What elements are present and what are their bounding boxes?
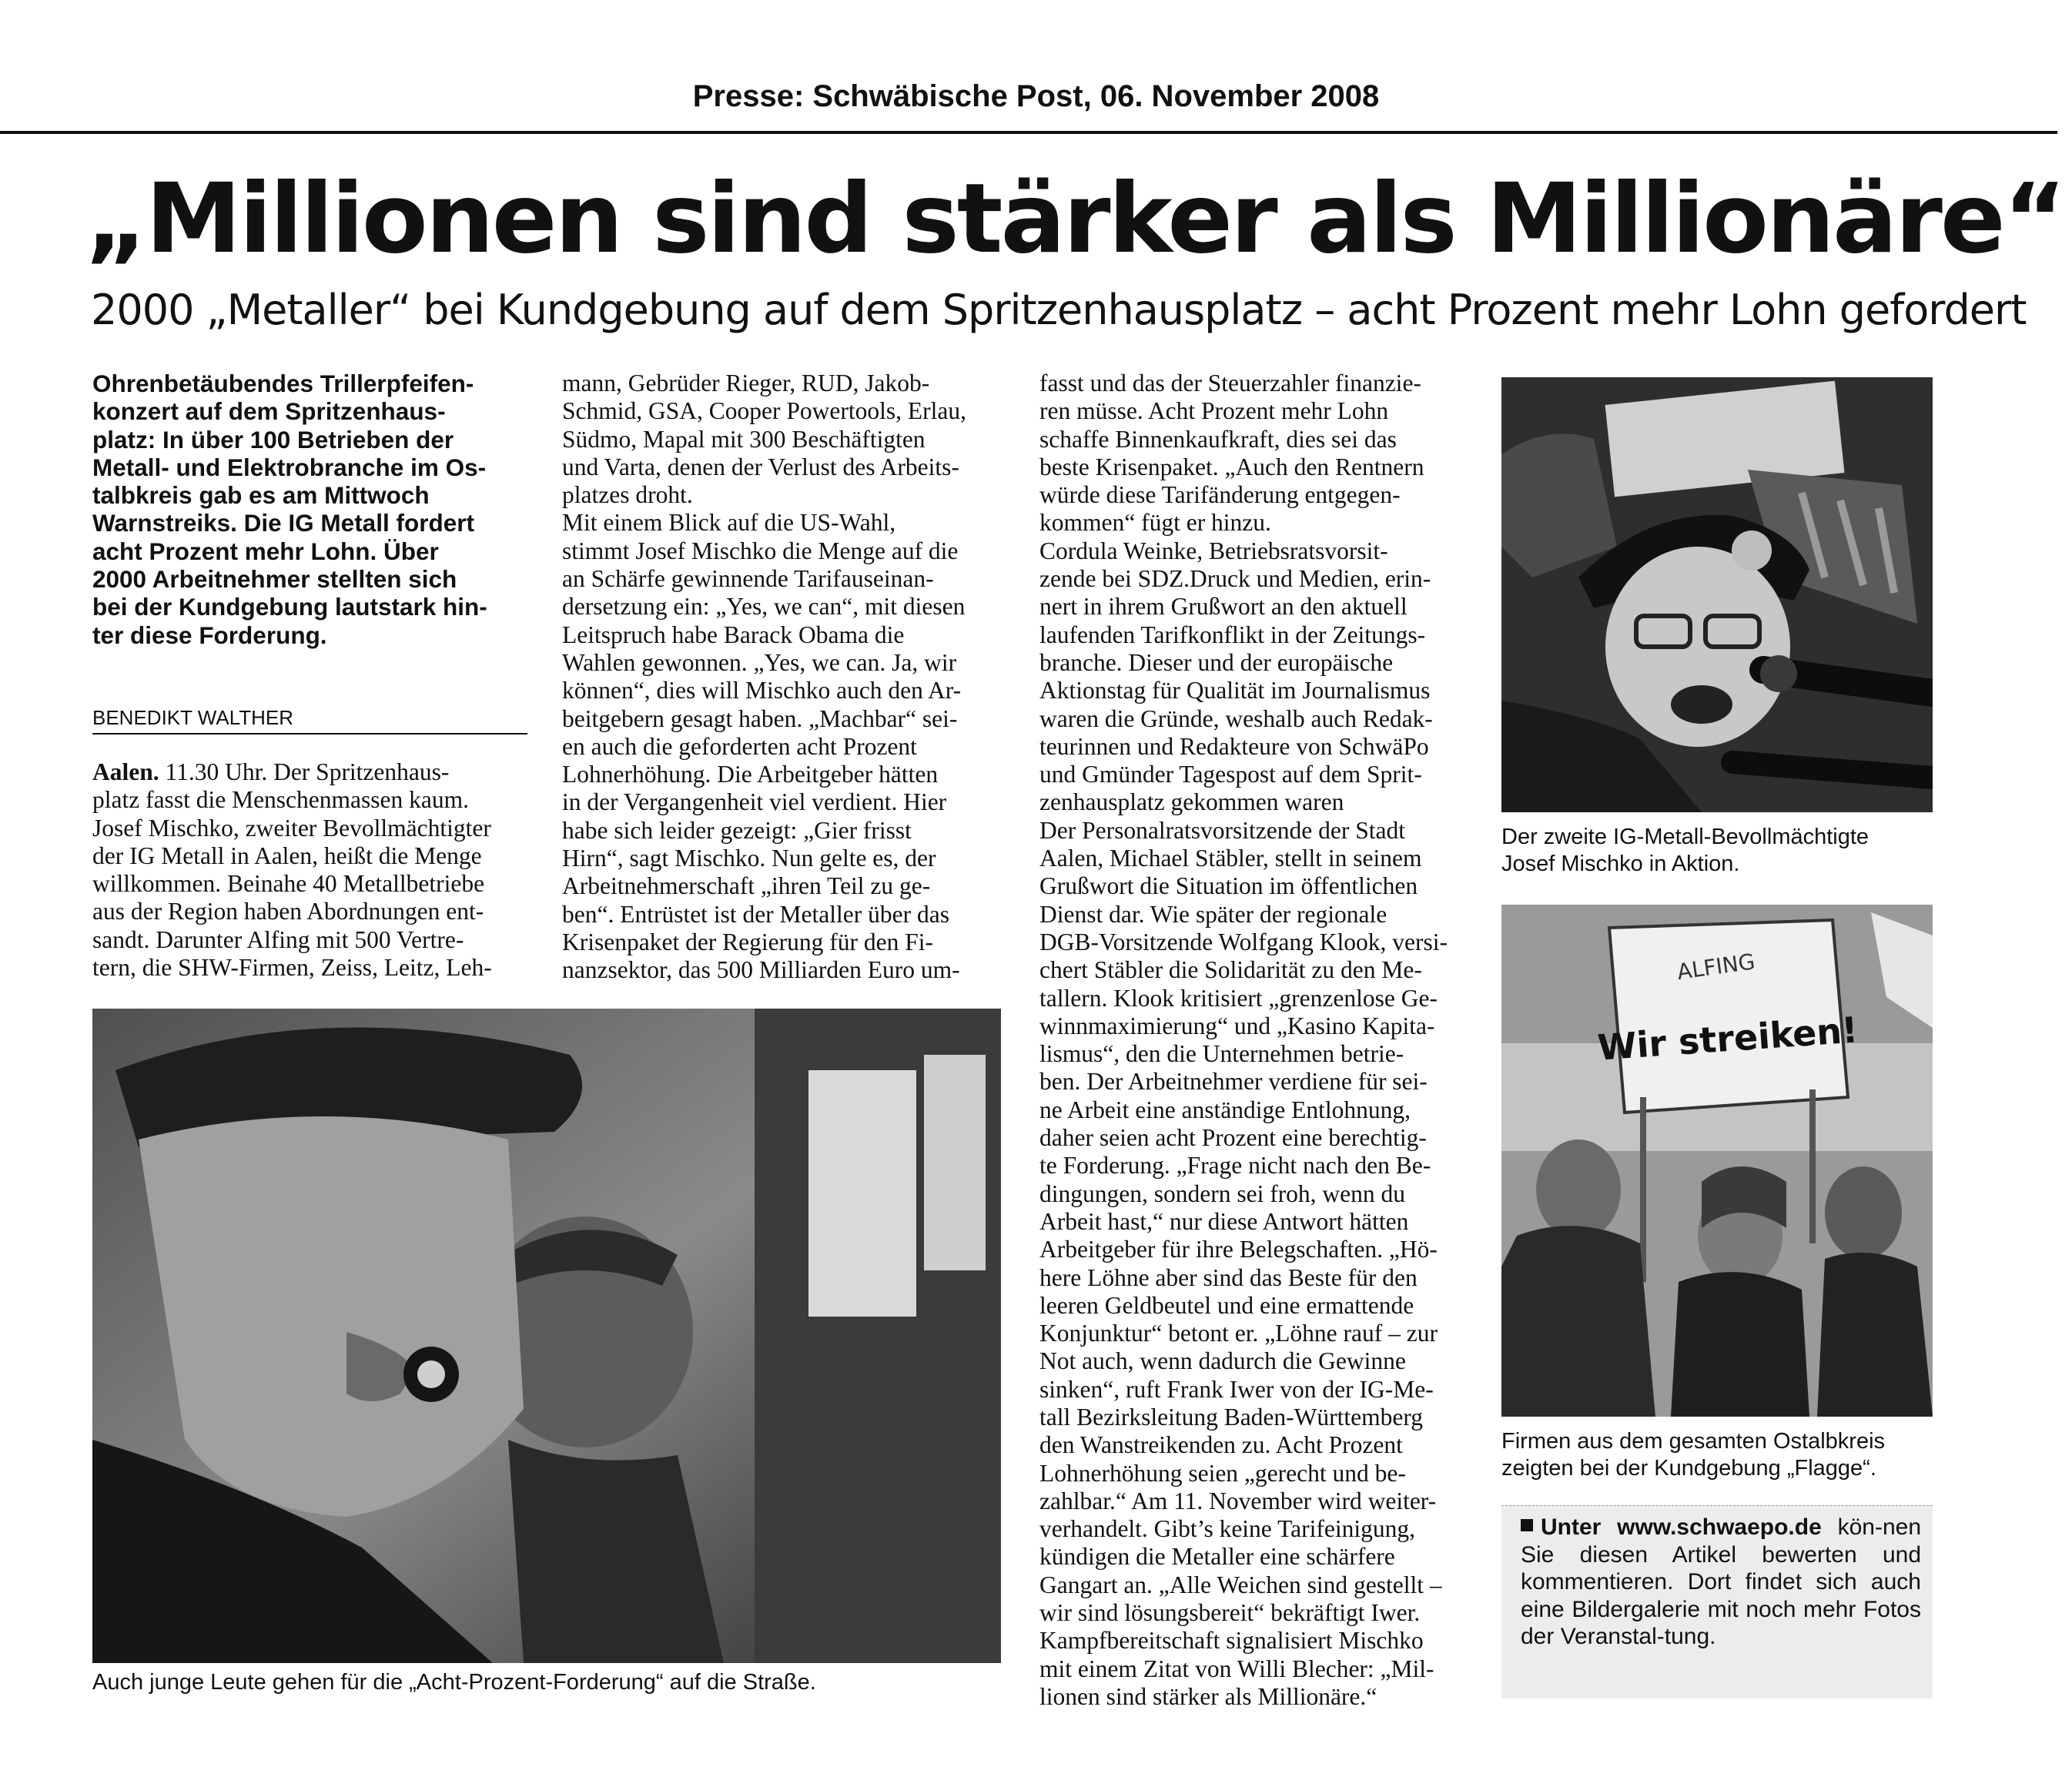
column-2-body: mann, Gebrüder Rieger, RUD, Jakob- Schmid, GSA, Cooper Powertools, Erlau, Südmo, Mapal mit 300 Beschäftigten und Varta, denen der Verlust des Arbeits- platzes droht. Mit einem Blick auf die US-Wahl, stimmt Josef Mischko die Menge auf die an Schärfe gewinnende Tarifauseinan- dersetzung ein: „Yes, we can“, mit diesen Leitspruch habe Barack Obama die Wahlen gewonnen. „Yes, we can. Ja, wir können“, dies will Mischko auch den Ar- beitgebern gesagt haben. „Machbar“ sei- en auch die geforderten acht Prozent Lohnerhöhung. Die Arbeitgeber hätten in der Vergangenheit viel verdient. Hier habe sich leider gezeigt: „Gier frisst Hirn“, sagt Mischko. Nun gelte es, der Arbeitnehmerschaft „ihren Teil zu ge- ben“. Entrüstet ist der Metaller über das Krisenpaket der Regierung für den Fi- nanzsektor, das 500 Milliarden Euro um- [562,370,966,984]
crowd-photo-illustration [1501,905,1933,1417]
crowd-photo [1501,905,1933,1417]
source-line: Presse: Schwäbische Post, 06. November 2008 [692,79,1380,113]
info-url: Unter www.schwaepo.de [1541,1514,1822,1540]
main-photo-illustration [92,1009,1001,1663]
column-3-body: fasst und das der Steuerzahler finanzie- ren müsse. Acht Prozent mehr Lohn schaffe Binnenkaufkraft, dies sei das beste Krisenpaket. „Auch den Rentnern würde diese Tarifänderung entgegen- kommen“ fügt er hinzu. Cordula Weinke, Betriebsratsvorsit- zende bei SDZ.Druck und Medien, erin- nert in ihrem Grußwort an den aktuell laufenden Tarifkonflikt in der Zeitungs- branche. Dieser und der europäische Aktionstag für Qualität im Journalismus waren die Gründe, weshalb auch Redak- teurinnen und Redakteure von SchwäPo und Gmünder Tagespost auf dem Sprit- zenhausplatz gekommen waren Der Personalratsvorsitzende der Stadt Aalen, Michael Stäbler, stellt in seinem Grußwort die Situation im öffentlichen Dienst dar. Wie später der regionale DGB-Vorsitzende Wolfgang Klook, versi- chert Stäbler die Solidarität zu den Me- tallern. Klook kritisiert „grenzenlose Ge- winnmaximierung“ und „Kasino Kapita- lismus“, den die Unternehmen betrie- ben. Der Arbeitnehmer verdiene für sei- ne Arbeit eine anständige Entlohnung, daher seien acht Prozent eine berechtig- te Forderung. „Frage nicht nach den Be- dingungen, sondern sei froh, wenn du Arbeit hast,“ nur diese Antwort hätten Arbeitgeber für ihre Belegschaften. „Hö- here Löhne aber sind das Beste für den leeren Geldbeutel und eine ermattende Konjunktur“ betont er. „Löhne rauf – zur Not auch, wenn dadurch die Gewinne sinken“, ruft Frank Iwer von der IG-Me- tall Bezirksleitung Baden-Württemberg den Wanstreikenden zu. Acht Prozent Lohnerhöhung seien „gerecht und be- zahlbar.“ Am 11. November wird weiter- verhandelt. Gibt’s keine Tarifeinigung, kündigen die Metaller eine schärfere Gangart an. „Alle Weichen sind gestellt – wir sind lösungsbereit“ bekräftigt Iwer. Kampfbereitschaft signalisiert Mischko mit einem Zitat von Willi Blecher: „Mil- lionen sind stärker als Millionäre.“ [1039,370,1448,1710]
square-bullet-icon [1521,1519,1533,1531]
dateline: Aalen. [92,758,159,785]
crowd-banner-text: ALFING [1675,949,1757,986]
subheadline: 2000 „Metaller“ bei Kundgebung auf dem Spritzenhausplatz – acht Prozent mehr Lohn gefordert [91,286,2027,334]
info-rest: kön-nen Sie diesen Artikel bewerten und kommentieren. Dort findet sich auch eine Bildergalerie mit noch mehr Fotos der Veranstal-tung. [1521,1514,1922,1649]
speaker-photo-illustration [1501,377,1933,812]
main-photo [92,1009,1001,1663]
column-1-text: 11.30 Uhr. Der Spritzenhaus- platz fasst die Menschenmassen kaum. Josef Mischko, zweiter Bevollmächtigter der IG Metall in Aalen, heißt die Menge willkommen. Beinahe 40 Metallbetriebe aus der Region haben Abordnungen ent- sandt. Darunter Alfing mit 500 Vertre- tern, die SHW-Firmen, Zeiss, Leitz, Leh- [92,758,492,982]
lead-paragraph: Ohrenbetäubendes Trillerpfeifen- konzert auf dem Spritzenhaus- platz: In über 100 Betrieben der Metall- und Elektrobranche im Os- talbkreis gab es am Mittwoch Warnstreiks. Die IG Metall fordert acht Prozent mehr Lohn. Über 2000 Arbeitnehmer stellten sich bei der Kundgebung lautstark hin- ter diese Forderung. [92,370,487,649]
crowd-photo-caption: Firmen aus dem gesamten Ostalbkreis zeigten bei der Kundgebung „Flagge“. [1501,1429,1886,1481]
author-byline: BENEDIKT WALTHER [92,706,294,729]
info-text [1521,1514,1921,1651]
speaker-photo-caption: Der zweite IG-Metall-Bevollmächtigte Josef Mischko in Aktion. [1501,825,1869,876]
byline-rule [92,733,527,735]
column-1-body [92,758,527,982]
headline: „Millionen sind stärker als Millionäre“ [85,163,2064,275]
main-photo-caption: Auch junge Leute gehen für die „Acht-Prozent-Forderung“ auf die Straße. [92,1670,816,1695]
header-rule [0,131,2057,134]
crowd-sign-text: Wir streiken! [1596,1009,1859,1069]
speaker-photo [1501,377,1933,812]
